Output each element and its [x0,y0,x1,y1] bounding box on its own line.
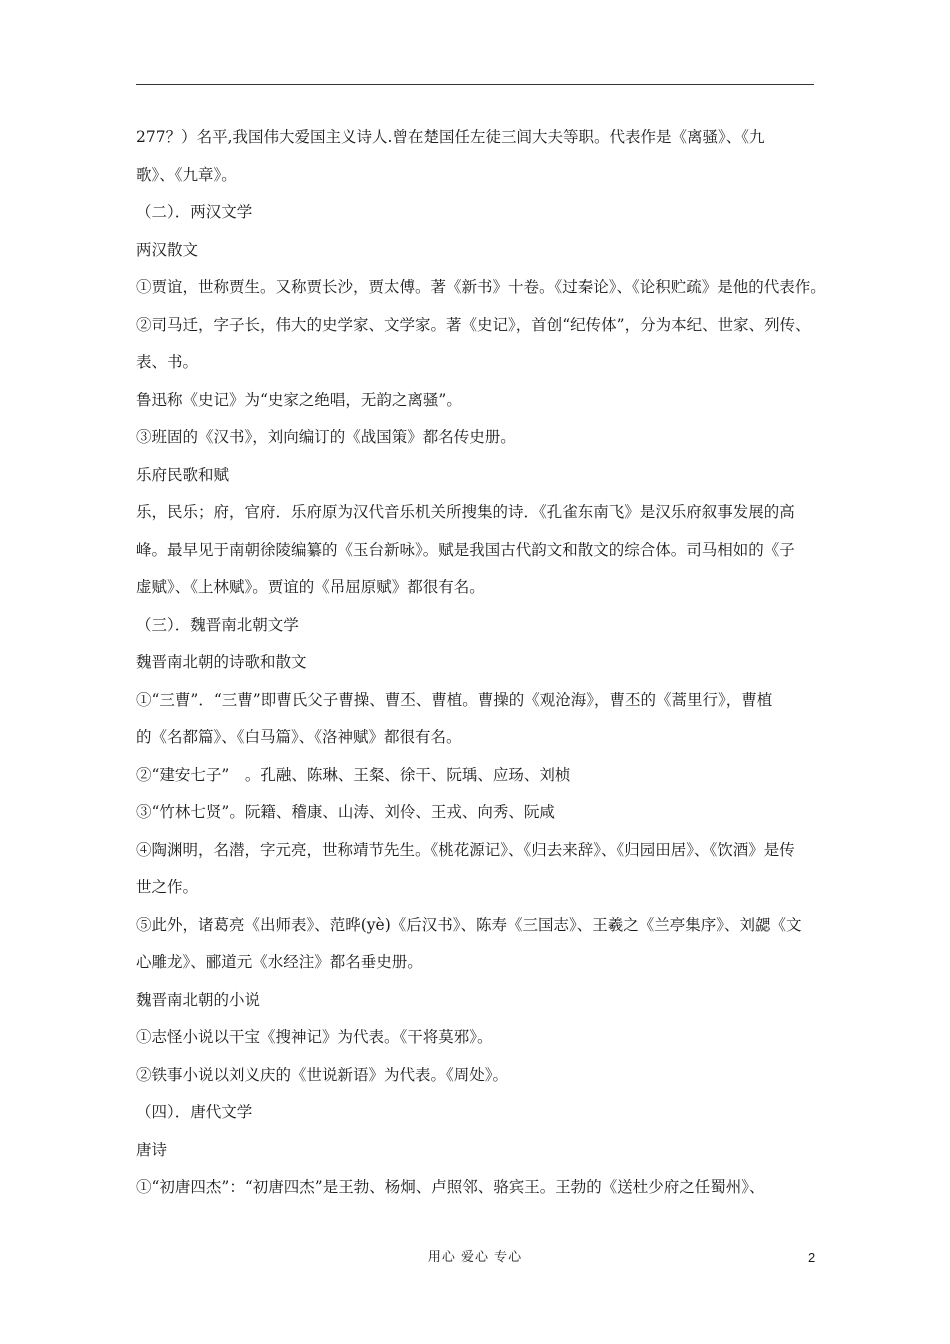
subsection-heading: 魏晋南北朝的小说 [136,990,261,1009]
text-line: 虚赋》、《上林赋》。贾谊的《吊屈原赋》都很有名。 [136,578,485,596]
text-line: ④陶渊明，名潜，字元亮，世称靖节先生。《桃花源记》、《归去来辞》、《归园田居》、《饮酒》是传 [136,840,795,859]
text-line: ⑤此外，诸葛亮《出师表》、范晔(yè)《后汉书》、陈寿《三国志》、王羲之《兰亭集序》、刘勰《文 [136,915,802,934]
text-line: 277？）名平,我国伟大爱国主义诗人.曾在楚国任左徒三闾大夫等职。代表作是《离骚》、《九 [136,128,765,146]
subsection-heading: 乐府民歌和赋 [136,465,230,484]
text-line: ①“初唐四杰”：“初唐四杰”是王勃、杨炯、卢照邻、骆宾王。王勃的《送杜少府之任蜀州》、 [136,1178,765,1196]
text-line: 鲁迅称《史记》为“史家之绝唱，无韵之离骚”。 [136,390,462,409]
document-body [136,124,826,1212]
text-line: ③“竹林七贤”。阮籍、稽康、山涛、刘伶、王戎、向秀、阮咸 [136,803,555,821]
text-line: 峰。最早见于南朝徐陵编纂的《玉台新咏》。赋是我国古代韵文和散文的综合体。司马相如的《子 [136,540,795,559]
text-line: 表、书。 [136,353,199,371]
text-line: ③班固的《汉书》，刘向编订的《战国策》都名传史册。 [136,428,516,446]
subsection-heading: 两汉散文 [136,240,199,259]
text-line: ②“建安七子” 。孔融、陈琳、王粲、徐干、阮瑀、应玚、刘桢 [136,765,571,784]
text-line: 歌》、《九章》。 [136,165,237,184]
header-rule [136,84,814,85]
subsection-heading: 魏晋南北朝的诗歌和散文 [136,653,307,671]
footer-motto: 用心 爱心 专心 [427,1250,523,1265]
subsection-heading: 唐诗 [136,1140,168,1159]
text-line: 乐，民乐；府，官府．乐府原为汉代音乐机关所搜集的诗．《孔雀东南飞》是汉乐府叙事发展的高 [136,503,795,521]
section-heading: （二）．两汉文学 [136,203,253,221]
text-line: ①“三曹”．“三曹”即曹氏父子曹操、曹丕、曹植。曹操的《观沧海》，曹丕的《蒿里行》，曹植 [136,690,773,709]
section-heading: （四）．唐代文学 [136,1103,253,1121]
text-line: ②司马迁，字子长，伟大的史学家、文学家。著《史记》，首创“纪传体”，分为本纪、世家、列传、 [136,315,811,334]
text-line: 心雕龙》、郦道元《水经注》都名垂史册。 [136,953,423,971]
text-line: ①贾谊，世称贾生。又称贾长沙，贾太傅。著《新书》十卷。《过秦论》、《论积贮疏》是他的代表作。 [136,278,826,296]
text-line: 世之作。 [136,878,199,896]
section-heading: （三）．魏晋南北朝文学 [136,615,299,634]
text-line: ②铁事小说以刘义庆的《世说新语》为代表。《周处》。 [136,1065,509,1084]
text-line: 的《名都篇》、《白马篇》、《洛神赋》都很有名。 [136,728,462,746]
text-line: ①志怪小说以干宝《搜神记》为代表。《干将莫邪》。 [136,1028,493,1046]
page-number: 2 [808,1250,816,1265]
